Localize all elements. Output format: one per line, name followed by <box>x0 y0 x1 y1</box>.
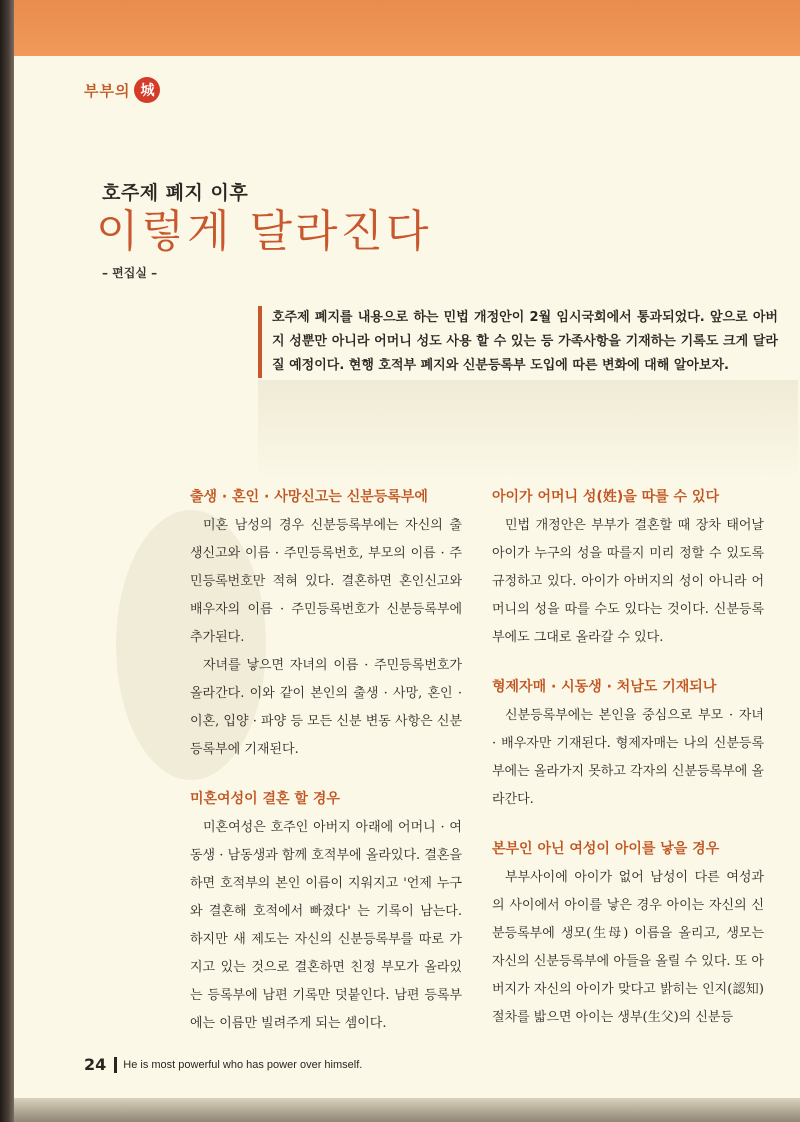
paragraph: 미혼여성은 호주인 아버지 아래에 어머니 · 여동생 · 남동생과 함께 호적부에 올라있다. 결혼을 하면 호적부의 본인 이름이 지워지고 '언제 누구와 결혼해 호적에서 빠졌다' 는 기록이 남는다. 하지만 새 제도는 자신의 신분등록부를 따로 가지고 있는 것으로 결혼하면 친정 부모가 올라있는 등록부에 남편 기록만 덧붙인다. 남편 등록부에는 이름만 빌려주게 되는 셈이다. <box>190 820 462 1031</box>
article-headline: 이렇게 달라진다 <box>96 206 432 257</box>
article-byline: – 편집실 – <box>102 266 158 280</box>
section-heading: 본부인 아닌 여성이 아이를 낳을 경우 <box>492 841 720 857</box>
paragraph: 자녀를 낳으면 자녀의 이름 · 주민등록번호가 올라간다. 이와 같이 본인의 출생 · 사망, 혼인 · 이혼, 입양 · 파양 등 모든 신분 변동 사항은 신분등록부에 기재된다. <box>190 658 462 757</box>
page-footer <box>84 1055 362 1074</box>
paragraph: 부부사이에 아이가 없어 남성이 다른 여성과의 사이에서 아이를 낳은 경우 아이는 자신의 신분등록부에 생모(生母) 이름을 올리고, 생모는 자신의 신분등록부에 아들을 올릴 수 있다. 또 아버지가 자신의 아이가 맞다고 밝히는 인지(認知) 절차를 밟으면 아이는 생부(生父)의 신분등 <box>492 870 764 1025</box>
section-seal-badge: 城 <box>134 77 160 103</box>
top-color-band <box>14 0 800 56</box>
section-heading: 아이가 어머니 성(姓)을 따를 수 있다 <box>492 489 719 505</box>
paragraph: 민법 개정안은 부부가 결혼할 때 장차 태어날 아이가 누구의 성을 따를지 미리 정할 수 있도록 규정하고 있다. 아이가 아버지의 성이 아니라 어머니의 성을 따를 수도 있다는 것이다. 신분등록부에도 그대로 올라갈 수 있다. <box>492 518 764 645</box>
article-kicker: 호주제 폐지 이후 <box>102 182 249 204</box>
section-heading: 출생 · 혼인 · 사망신고는 신분등록부에 <box>190 489 428 505</box>
article-intro: 호주제 폐지를 내용으로 하는 민법 개정안이 2월 임시국회에서 통과되었다. 앞으로 아버지 성뿐만 아니라 어머니 성도 사용 할 수 있는 등 가족사항을 기재하는 기록도 크게 달라질 예정이다. 현행 호적부 폐지와 신분등록부 도입에 따른 변화에 대해 알아보자. <box>258 306 778 378</box>
right-column <box>492 484 764 1032</box>
book-spine-shadow <box>0 0 14 1122</box>
magazine-page <box>14 0 800 1122</box>
left-column <box>190 484 462 1038</box>
section-heading: 미혼여성이 결혼 할 경우 <box>190 791 340 807</box>
section-tag <box>84 78 160 102</box>
paragraph: 신분등록부에는 본인을 중심으로 부모 · 자녀 · 배우자만 기재된다. 형제자매는 나의 신분등록부에는 올라가지 못하고 각자의 신분등록부에 올라간다. <box>492 708 764 807</box>
page-number: 24 <box>84 1055 107 1074</box>
footer-divider <box>114 1057 117 1073</box>
footer-motto: He is most powerful who has power over himself. <box>123 1058 363 1071</box>
page-bottom-edge <box>14 1098 800 1122</box>
faded-background-photo <box>258 380 798 480</box>
section-label: 부부의 <box>84 81 131 100</box>
section-heading: 형제자매 · 시동생 · 처남도 기재되나 <box>492 679 717 695</box>
paragraph: 미혼 남성의 경우 신분등록부에는 자신의 출생신고와 이름 · 주민등록번호, 부모의 이름 · 주민등록번호만 적혀 있다. 결혼하면 혼인신고와 배우자의 이름 · 주민등록번호가 신분등록부에 추가된다. <box>190 518 462 645</box>
